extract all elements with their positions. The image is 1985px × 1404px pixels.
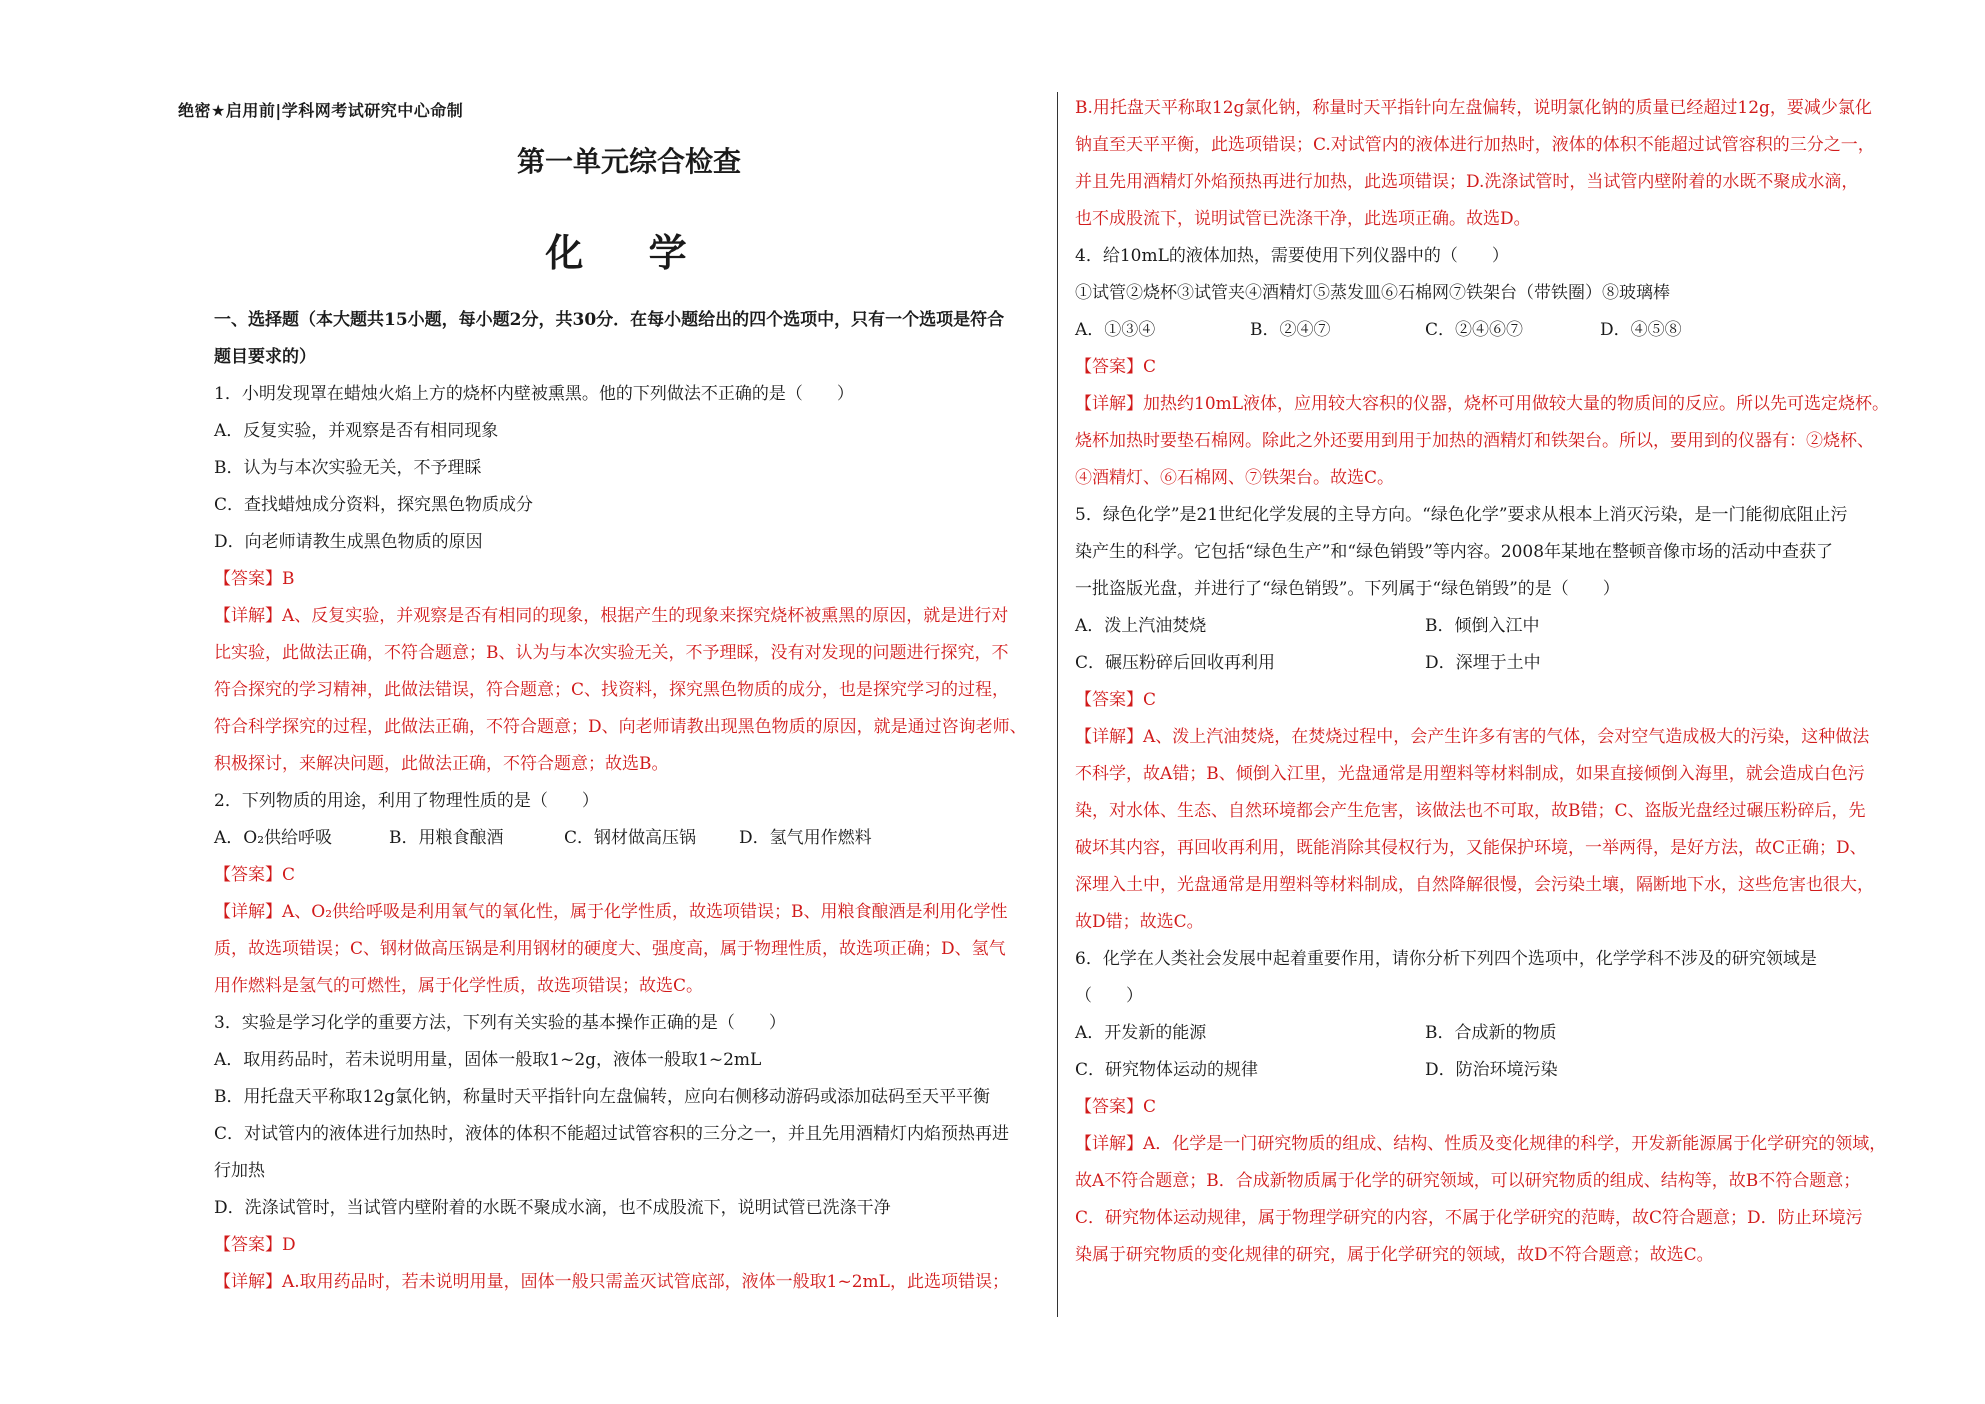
question-line: B．用托盘天平称取12g氯化钠，称量时天平指针向左盘偏转，应向右侧移动游码或添加砝码至天平平衡 bbox=[214, 1087, 991, 1107]
answer-line: 钠直至天平平衡，此选项错误；C.对试管内的液体进行加热时，液体的体积不能超过试管容积的三分之一， bbox=[1075, 135, 1875, 155]
options-row bbox=[1075, 1052, 1911, 1089]
question-line: 4．给10mL的液体加热，需要使用下列仪器中的（ ） bbox=[1075, 246, 1509, 266]
option-item: A．O₂供给呼吸 bbox=[214, 828, 333, 848]
options-row bbox=[1075, 645, 1911, 682]
option-item: B．倾倒入江中 bbox=[1425, 616, 1540, 636]
answer-line: 【答案】C bbox=[1075, 690, 1157, 710]
answer-line: 【答案】C bbox=[214, 865, 296, 885]
options-row bbox=[214, 820, 1044, 857]
question-line: 6．化学在人类社会发展中起着重要作用，请你分析下列四个选项中，化学学科不涉及的研究领域是 bbox=[1075, 949, 1817, 969]
option-item: A．①③④ bbox=[1075, 320, 1156, 340]
answer-line: 深埋入土中，光盘通常是用塑料等材料制成，自然降解很慢，会污染土壤，隔断地下水，这些危害也很大， bbox=[1075, 875, 1874, 895]
confidential-header: 绝密★启用前|学科网考试研究中心命制 bbox=[178, 101, 464, 120]
answer-line: 积极探讨，来解决问题，此做法正确，不符合题意；故选B。 bbox=[214, 754, 669, 774]
answer-line: 符合科学探究的过程，此做法正确，不符合题意；D、向老师请教出现黑色物质的原因，就是通过咨询老师、 bbox=[214, 717, 1027, 737]
question-line: （ ） bbox=[1075, 986, 1143, 1006]
column-divider bbox=[1057, 92, 1058, 1317]
answer-line: 【详解】A、泼上汽油焚烧，在焚烧过程中，会产生许多有害的气体，会对空气造成极大的污染，这种做法 bbox=[1075, 727, 1870, 747]
question-line: C．查找蜡烛成分资料，探究黑色物质成分 bbox=[214, 495, 534, 515]
answer-line: 【详解】A.取用药品时，若未说明用量，固体一般只需盖灭试管底部，液体一般取1~2mL，此选项错误； bbox=[214, 1272, 1009, 1292]
answer-line: 符合探究的学习精神，此做法错误，符合题意；C、找资料，探究黑色物质的成分，也是探究学习的过程， bbox=[214, 680, 1010, 700]
answer-line: 染属于研究物质的变化规律的研究，属于化学研究的领域，故D不符合题意；故选C。 bbox=[1075, 1245, 1714, 1265]
answer-line: 破坏其内容，再回收再利用，既能消除其侵权行为，又能保护环境，一举两得，是好方法，故C正确；D、 bbox=[1075, 838, 1867, 858]
question-line: D．洗涤试管时，当试管内壁附着的水既不聚成水滴，也不成股流下，说明试管已洗涤干净 bbox=[214, 1198, 891, 1218]
answer-line: 【详解】A、反复实验，并观察是否有相同的现象，根据产生的现象来探究烧杯被熏黑的原因，就是进行对 bbox=[214, 606, 1009, 626]
question-line: 1．小明发现罩在蜡烛火焰上方的烧杯内壁被熏黑。他的下列做法不正确的是（ ） bbox=[214, 384, 854, 404]
option-item: B．②④⑦ bbox=[1250, 320, 1331, 340]
option-item: C．碾压粉碎后回收再利用 bbox=[1075, 653, 1276, 673]
answer-line: ④酒精灯、⑥石棉网、⑦铁架台。故选C。 bbox=[1075, 468, 1395, 488]
answer-line: 故D错；故选C。 bbox=[1075, 912, 1204, 932]
option-item: D．④⑤⑧ bbox=[1600, 320, 1682, 340]
option-item: C．②④⑥⑦ bbox=[1425, 320, 1524, 340]
question-line: C．对试管内的液体进行加热时，液体的体积不能超过试管容积的三分之一，并且先用酒精灯内焰预热再进 bbox=[214, 1124, 1010, 1144]
options-row bbox=[1075, 312, 1911, 349]
option-item: D．防治环境污染 bbox=[1425, 1060, 1558, 1080]
option-item: C．钢材做高压锅 bbox=[564, 828, 697, 848]
option-item: A．开发新的能源 bbox=[1075, 1023, 1207, 1043]
subject-title: 化 学 bbox=[545, 231, 713, 275]
answer-line: 【答案】C bbox=[1075, 357, 1157, 377]
answer-line: 【详解】A．化学是一门研究物质的组成、结构、性质及变化规律的科学，开发新能源属于化学研究的领域， bbox=[1075, 1134, 1887, 1154]
question-line: ①试管②烧杯③试管夹④酒精灯⑤蒸发皿⑥石棉网⑦铁架台（带铁圈）⑧玻璃棒 bbox=[1075, 283, 1670, 303]
answer-line: 烧杯加热时要垫石棉网。除此之外还要用到用于加热的酒精灯和铁架台。所以，要用到的仪器有：②烧杯、 bbox=[1075, 431, 1874, 451]
answer-line: 【答案】D bbox=[214, 1235, 296, 1255]
answer-line: 不科学，故A错；B、倾倒入江里，光盘通常是用塑料等材料制成，如果直接倾倒入海里，就会造成白色污 bbox=[1075, 764, 1865, 784]
question-line: A．取用药品时，若未说明用量，固体一般取1~2g，液体一般取1~2mL bbox=[214, 1050, 762, 1070]
answer-line: 故A不符合题意；B．合成新物质属于化学的研究领域，可以研究物质的组成、结构等，故B不符合题意； bbox=[1075, 1171, 1861, 1191]
answer-line: 【详解】加热约10mL液体，应用较大容积的仪器，烧杯可用做较大量的物质间的反应。所以先可选定烧杯。 bbox=[1075, 394, 1890, 414]
unit-title: 第一单元综合检查 bbox=[516, 145, 741, 178]
option-item: D．氢气用作燃料 bbox=[739, 828, 872, 848]
section-heading: 一、选择题（本大题共15小题，每小题2分，共30分．在每小题给出的四个选项中，只有一个选项是符合 bbox=[214, 310, 1005, 330]
answer-line: B.用托盘天平称取12g氯化钠，称量时天平指针向左盘偏转，说明氯化钠的质量已经超过12g，要减少氯化 bbox=[1075, 98, 1872, 118]
question-line: A．反复实验，并观察是否有相同现象 bbox=[214, 421, 499, 441]
section-heading: 题目要求的） bbox=[214, 347, 316, 367]
right-column bbox=[1075, 90, 1911, 1274]
answer-line: 【答案】B bbox=[214, 569, 295, 589]
answer-line: 【答案】C bbox=[1075, 1097, 1157, 1117]
answer-line: 染，对水体、生态、自然环境都会产生危害，该做法也不可取，故B错；C、盗版光盘经过碾压粉碎后，先 bbox=[1075, 801, 1866, 821]
option-item: B．合成新的物质 bbox=[1425, 1023, 1557, 1043]
answer-line: 并且先用酒精灯外焰预热再进行加热，此选项错误；D.洗涤试管时，当试管内壁附着的水既不聚成水滴， bbox=[1075, 172, 1859, 192]
left-column bbox=[214, 302, 1044, 1301]
question-line: D．向老师请教生成黑色物质的原因 bbox=[214, 532, 483, 552]
option-item: C．研究物体运动的规律 bbox=[1075, 1060, 1259, 1080]
question-line: 一批盗版光盘，并进行了“绿色销毁”。下列属于“绿色销毁”的是（ ） bbox=[1075, 579, 1620, 599]
answer-line: 也不成股流下，说明试管已洗涤干净，此选项正确。故选D。 bbox=[1075, 209, 1531, 229]
question-line: 行加热 bbox=[214, 1161, 265, 1181]
question-line: 染产生的科学。它包括“绿色生产”和“绿色销毁”等内容。2008年某地在整顿音像市场的活动中查获了 bbox=[1075, 542, 1834, 562]
options-row bbox=[1075, 608, 1911, 645]
question-line: B．认为与本次实验无关，不予理睬 bbox=[214, 458, 482, 478]
answer-line: 用作燃料是氢气的可燃性，属于化学性质，故选项错误；故选C。 bbox=[214, 976, 704, 996]
option-item: D．深埋于土中 bbox=[1425, 653, 1541, 673]
answer-line: 【详解】A、O₂供给呼吸是利用氧气的氧化性，属于化学性质，故选项错误；B、用粮食酿酒是利用化学性 bbox=[214, 902, 1008, 922]
options-row bbox=[1075, 1015, 1911, 1052]
option-item: A．泼上汽油焚烧 bbox=[1075, 616, 1207, 636]
question-line: 2．下列物质的用途，利用了物理性质的是（ ） bbox=[214, 791, 599, 811]
question-line: 3．实验是学习化学的重要方法，下列有关实验的基本操作正确的是（ ） bbox=[214, 1013, 786, 1033]
answer-line: C．研究物体运动规律，属于物理学研究的内容，不属于化学研究的范畴，故C符合题意；D．防止环境污 bbox=[1075, 1208, 1863, 1228]
option-item: B．用粮食酿酒 bbox=[389, 828, 504, 848]
answer-line: 质，故选项错误；C、钢材做高压锅是利用钢材的硬度大、强度高，属于物理性质，故选项正确；D、氢气 bbox=[214, 939, 1006, 959]
question-line: 5．绿色化学”是21世纪化学发展的主导方向。“绿色化学”要求从根本上消灭污染，是一门能彻底阻止污 bbox=[1075, 505, 1848, 525]
answer-line: 比实验，此做法正确，不符合题意；B、认为与本次实验无关，不予理睬，没有对发现的问题进行探究，不 bbox=[214, 643, 1009, 663]
